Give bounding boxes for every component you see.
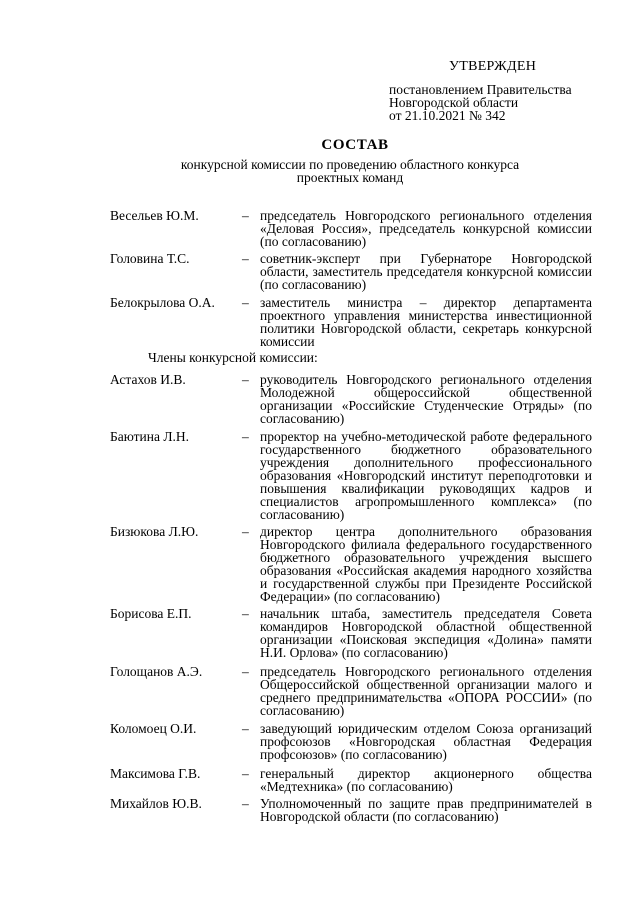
approval-line-1: постановлением Правительства	[389, 82, 572, 97]
member-role: начальник штаба, заместитель председателя Совета командиров Новгородской областной общественной организации «Поисковая экспедиция «Долина» памяти Н.И. Орлова» (по согласованию)	[260, 606, 592, 660]
approval-line-3: от 21.10.2021 № 342	[389, 108, 506, 123]
member-dash: –	[242, 766, 249, 781]
member-name: Астахов И.В.	[110, 372, 186, 387]
member-role: советник-эксперт при Губернаторе Новгородской области, заместитель председателя конкурсной комиссии (по согласованию)	[260, 251, 592, 292]
member-role: руководитель Новгородского регионального отделения Молодежной общероссийской общественной организации «Российские Студенческие Отряды» (по согласованию)	[260, 372, 592, 426]
document-title: СОСТАВ	[321, 137, 389, 153]
member-dash: –	[242, 295, 249, 310]
member-dash: –	[242, 208, 249, 223]
member-dash: –	[242, 429, 249, 444]
member-name: Голощанов А.Э.	[110, 664, 203, 679]
member-dash: –	[242, 664, 249, 679]
subtitle-line-1: конкурсной комиссии по проведению областного конкурса	[180, 157, 520, 172]
member-name: Баютина Л.Н.	[110, 429, 190, 444]
member-role: заведующий юридическим отделом Союза организаций профсоюзов «Новгородская областная Федерация профсоюзов» (по согласованию)	[260, 721, 592, 762]
member-role: проректор на учебно-методической работе федерального государственного бюджетного образовательного учреждения дополнительного профессионального образования «Новгородский институт переподготовки и повышения квалификации руководящих кадров и специалистов агропромышленного комплекса» (по согласованию)	[260, 429, 592, 522]
member-name: Борисова Е.П.	[110, 606, 192, 621]
member-dash: –	[242, 606, 249, 621]
subtitle-line-2: проектных команд	[296, 170, 404, 185]
member-role: председатель Новгородского регионального отделения Общероссийской общественной организации малого и среднего предпринимательства «ОПОРА РОССИИ» (по согласованию)	[260, 664, 592, 718]
member-role: Уполномоченный по защите прав предпринимателей в Новгородской области (по согласованию)	[260, 796, 592, 824]
member-dash: –	[242, 796, 249, 811]
member-name: Коломоец О.И.	[110, 721, 197, 736]
member-dash: –	[242, 524, 249, 539]
member-dash: –	[242, 251, 249, 266]
members-heading: Члены конкурсной комиссии:	[148, 350, 318, 365]
member-role: генеральный директор акционерного общества «Медтехника» (по согласованию)	[260, 766, 592, 794]
member-name: Головина Т.С.	[110, 251, 190, 266]
member-role: заместитель министра – директор департамента проектного управления министерства инвестиционной политики Новгородской области, секретарь конкурсной комиссии	[260, 295, 592, 349]
member-name: Бизюкова Л.Ю.	[110, 524, 199, 539]
member-name: Михайлов Ю.В.	[110, 796, 202, 811]
member-dash: –	[242, 372, 249, 387]
member-name: Белокрылова О.А.	[110, 295, 215, 310]
member-role: председатель Новгородского регионального отделения «Деловая Россия», председатель конкурсной комиссии (по согласованию)	[260, 208, 592, 249]
approved-label: УТВЕРЖДЕН	[449, 59, 537, 74]
member-dash: –	[242, 721, 249, 736]
member-name: Максимова Г.В.	[110, 766, 201, 781]
approval-line-2: Новгородской области	[389, 95, 519, 110]
member-name: Весельев Ю.М.	[110, 208, 199, 223]
member-role: директор центра дополнительного образования Новгородского филиала федерального государственного бюджетного образовательного учреждения высшего образования «Российская академия народного хозяйства и государственной службы при Президенте Российской Федерации» (по согласованию)	[260, 524, 592, 604]
